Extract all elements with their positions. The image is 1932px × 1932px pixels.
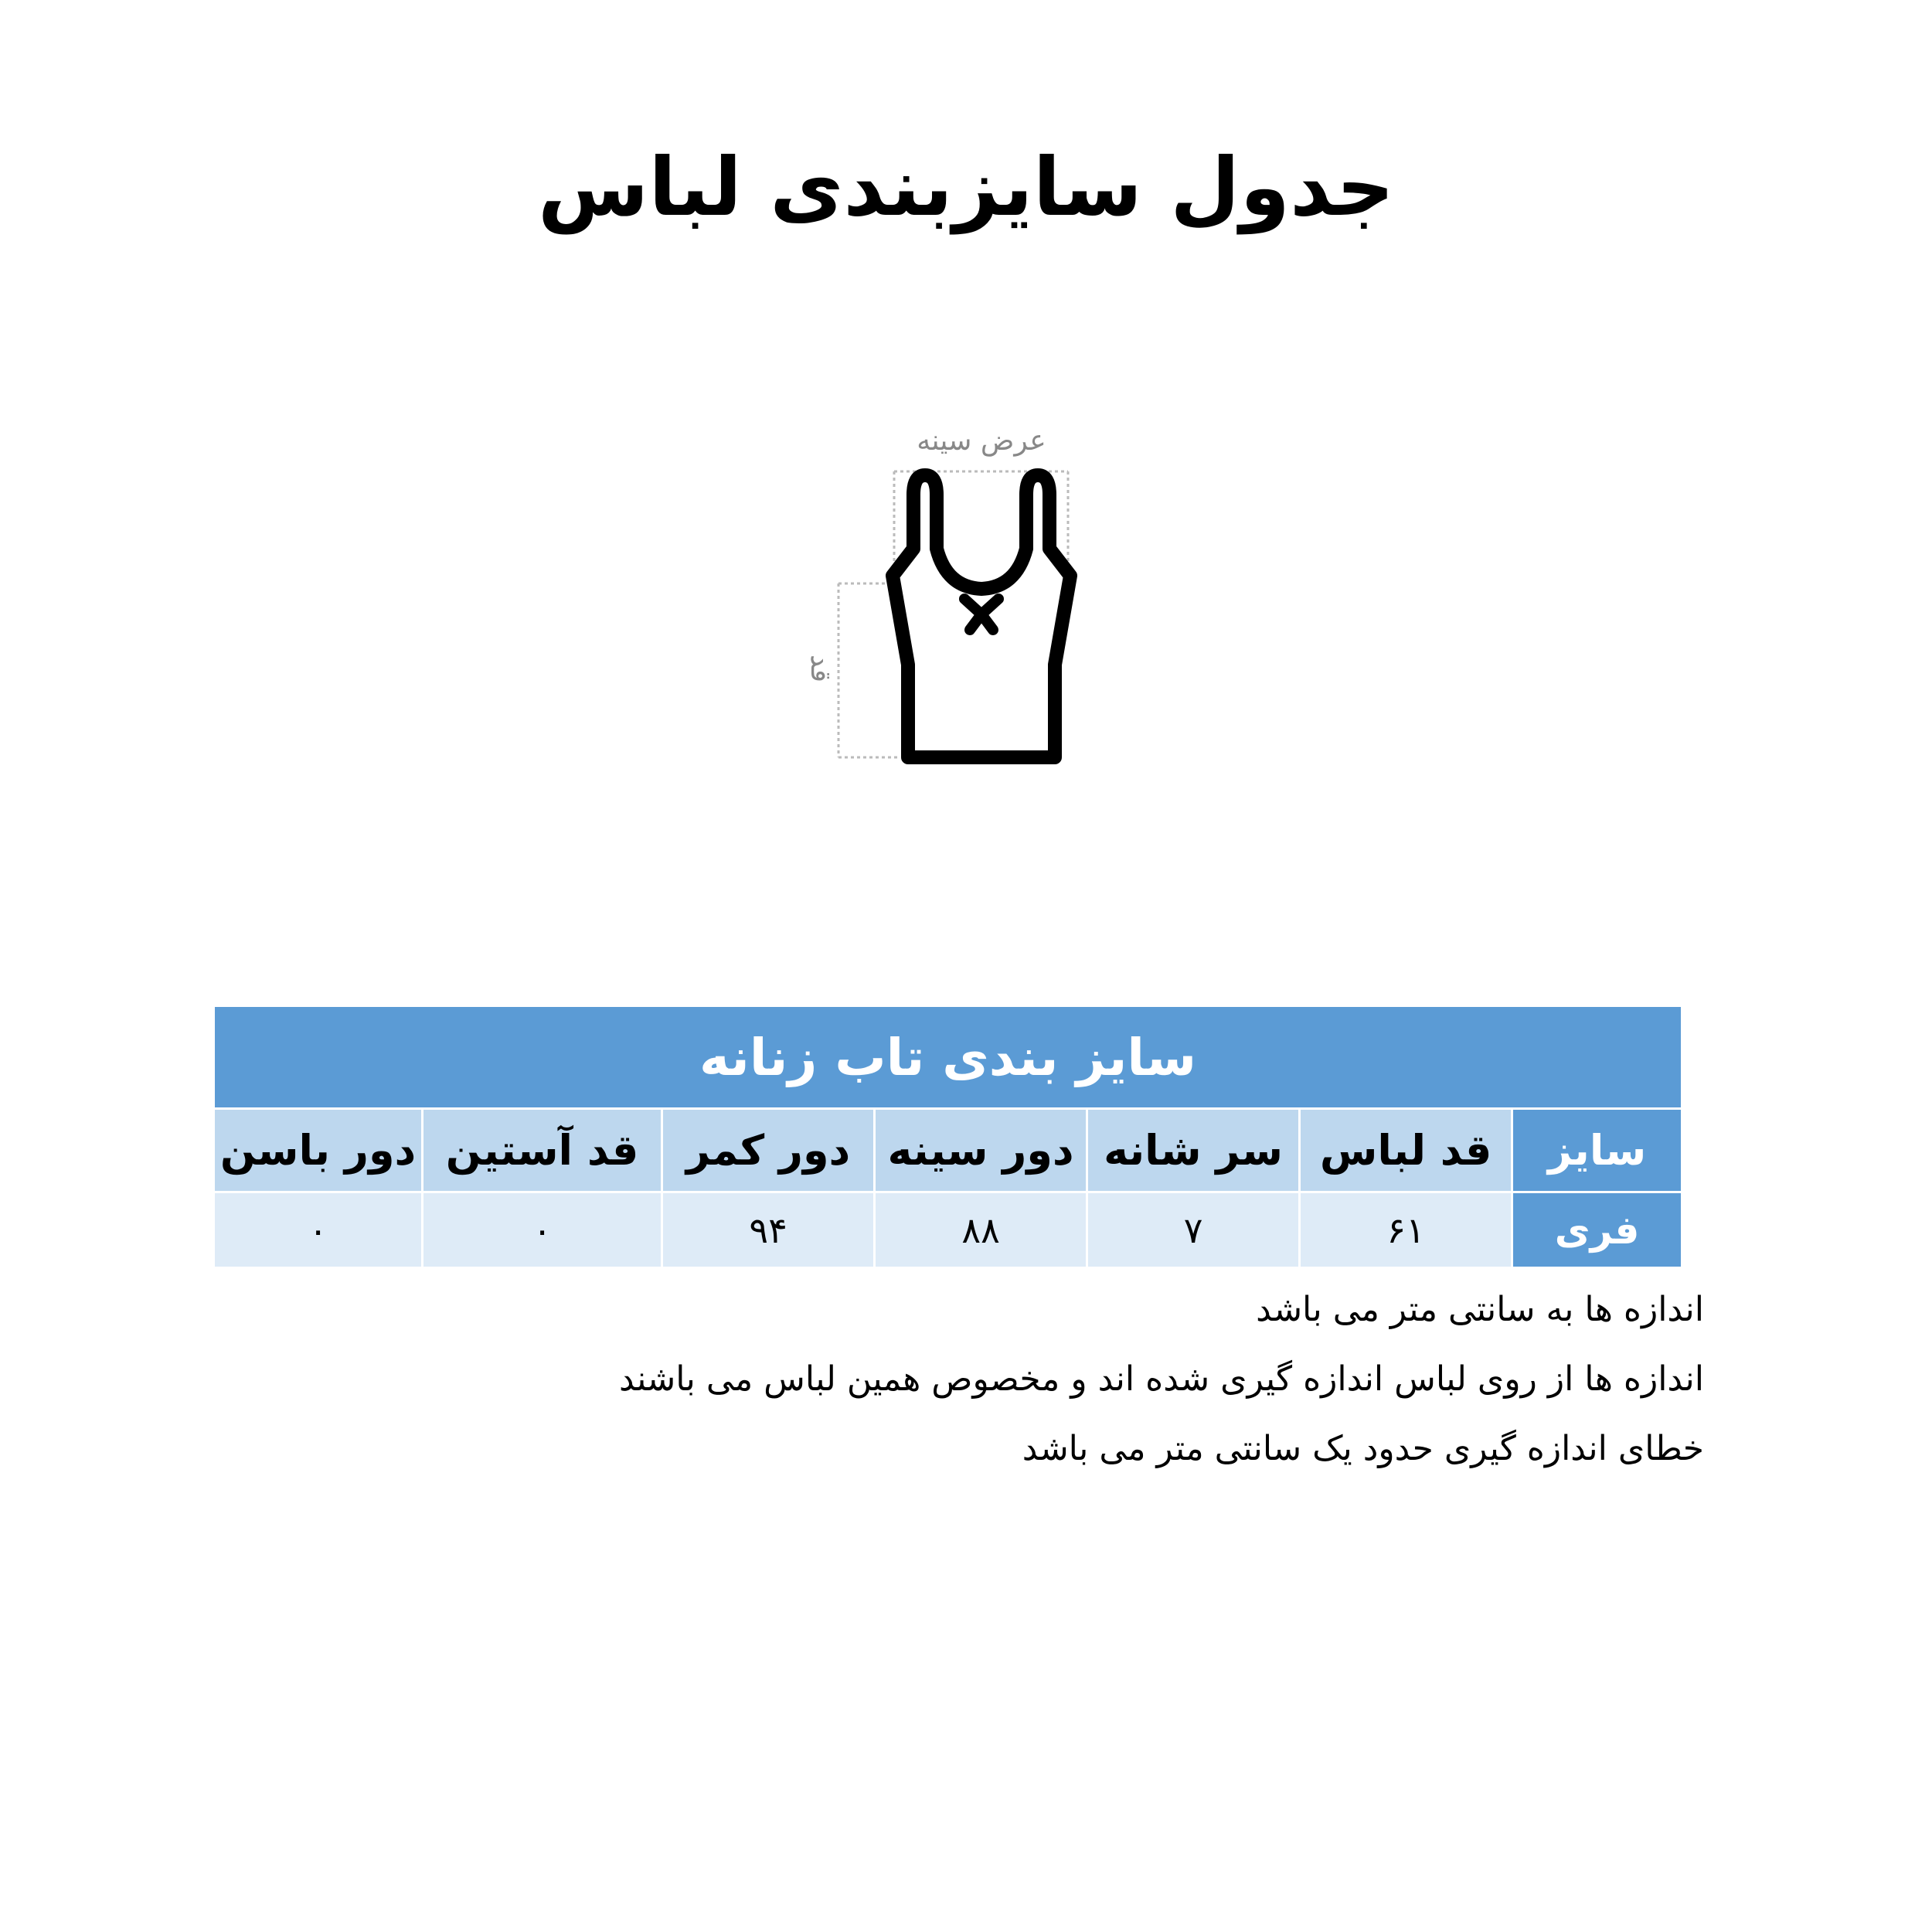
table-header-row	[214, 1109, 1682, 1192]
bow-icon	[964, 599, 998, 630]
cell-shoulder: ۷	[1087, 1192, 1300, 1268]
header-length: قد لباس	[1300, 1109, 1512, 1192]
cell-sleeve: ۰	[423, 1192, 662, 1268]
size-table	[213, 1005, 1683, 1269]
header-size: سایز	[1512, 1109, 1682, 1192]
length-label: قد	[804, 654, 836, 683]
cell-size: فری	[1512, 1192, 1682, 1268]
header-sleeve: قد آستین	[423, 1109, 662, 1192]
tank-top-icon	[765, 410, 1113, 796]
header-chest: دور سینه	[875, 1109, 1087, 1192]
page-title: جدول سایزبندی لباس	[537, 139, 1395, 234]
chest-width-label: عرض سینه	[917, 425, 1046, 457]
cell-hip: ۰	[214, 1192, 423, 1268]
table-caption-row	[214, 1006, 1682, 1109]
note-units: اندازه ها به سانتی متر می باشد	[1256, 1290, 1704, 1329]
note-error: خطای اندازه گیری حدود یک سانتی متر می باشد	[1022, 1429, 1704, 1468]
table-row	[214, 1192, 1682, 1268]
note-measured: اندازه ها از روی لباس اندازه گیری شده اند و مخصوص همین لباس می باشند	[619, 1359, 1704, 1399]
header-waist: دور کمر	[662, 1109, 875, 1192]
notes	[236, 1275, 1704, 1484]
header-hip: دور باسن	[214, 1109, 423, 1192]
garment-illustration	[765, 410, 1113, 796]
table-caption: سایز بندی تاب زنانه	[214, 1006, 1682, 1109]
header-shoulder: سر شانه	[1087, 1109, 1300, 1192]
cell-length: ۶۱	[1300, 1192, 1512, 1268]
cell-chest: ۸۸	[875, 1192, 1087, 1268]
cell-waist: ۹۴	[662, 1192, 875, 1268]
